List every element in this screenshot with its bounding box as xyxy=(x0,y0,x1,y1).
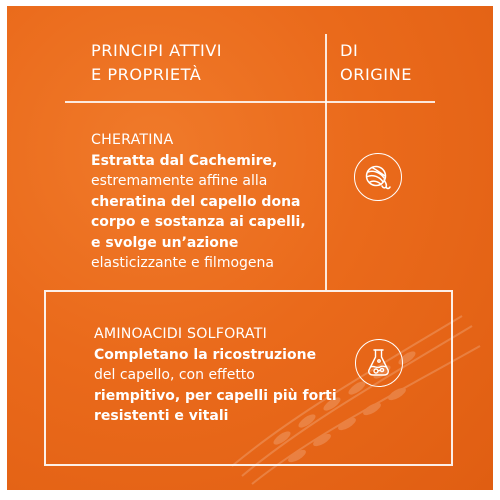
ingredient-desc-line: Estratta dal Cachemire, xyxy=(91,152,278,169)
column-divider xyxy=(325,34,327,290)
ingredient-desc-line: estremamente affine alla xyxy=(91,173,268,189)
ingredient-desc-line: elasticizzante e filmogena xyxy=(91,255,274,271)
ingredient-desc-line: resistenti e vitali xyxy=(94,408,229,424)
ingredient-title: CHERATINA xyxy=(91,132,174,148)
ingredient-desc-line: Completano la ricostruzione xyxy=(94,346,317,363)
yarn-ball-icon xyxy=(354,153,402,201)
ingredients-panel xyxy=(7,6,493,490)
ingredient-desc-line: e svolge un’azione xyxy=(91,234,239,251)
header-left-line2: E PROPRIETÀ xyxy=(91,65,202,84)
yarn-ball-svg xyxy=(355,154,400,199)
header-divider xyxy=(65,101,435,103)
header-origin xyxy=(340,39,412,87)
ingredient-desc-line: del capello, con effetto xyxy=(94,367,255,383)
ingredient-desc-line: riempitivo, per capelli più forti xyxy=(94,387,337,404)
header-right-line1: DI xyxy=(340,41,359,60)
ingredient-desc-line: cheratina del capello dona xyxy=(91,193,301,210)
lab-flask-svg xyxy=(356,340,401,385)
header-left-line1: PRINCIPI ATTIVI xyxy=(91,41,223,60)
lab-flask-icon xyxy=(355,339,403,387)
ingredient-sulfur-amino-acids xyxy=(94,324,337,427)
header-right-line2: ORIGINE xyxy=(340,65,412,84)
ingredient-title: AMINOACIDI SOLFORATI xyxy=(94,326,267,342)
ingredient-desc-line: corpo e sostanza ai capelli, xyxy=(91,214,306,230)
ingredient-keratin xyxy=(91,130,306,274)
header-active-principles xyxy=(91,39,222,87)
